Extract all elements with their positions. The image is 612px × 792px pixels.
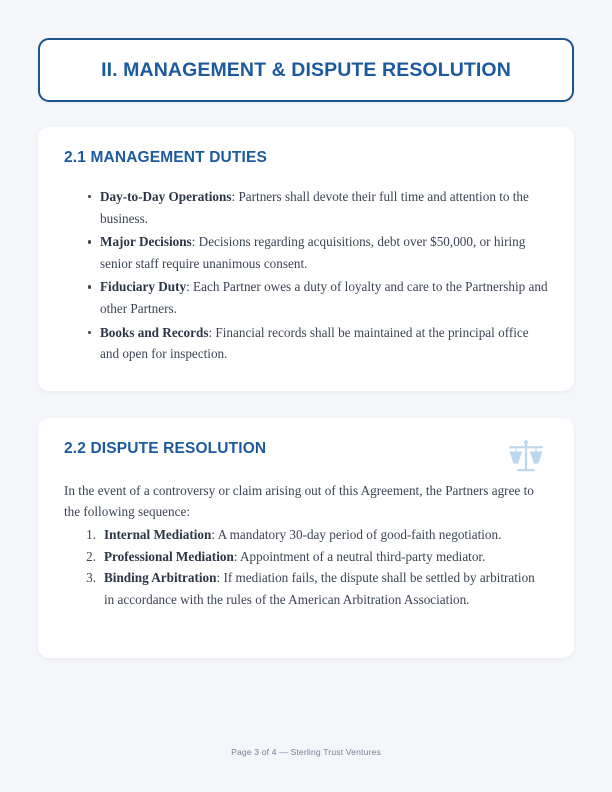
section-heading-2-1: 2.1 MANAGEMENT DUTIES — [64, 149, 267, 166]
dispute-resolution-list — [64, 524, 548, 610]
page-footer: Page 3 of 4 — Sterling Trust Ventures — [231, 747, 381, 757]
management-duties-list — [64, 186, 548, 365]
list-item — [78, 567, 548, 610]
page-title: II. MANAGEMENT & DISPUTE RESOLUTION — [101, 58, 511, 81]
list-item — [88, 231, 548, 274]
list-item — [78, 546, 548, 568]
list-item-lead-in: Day-to-Day Operations — [100, 189, 232, 204]
list-item-lead-in: Binding Arbitration — [104, 570, 217, 586]
list-item-text: : If mediation fails, the dispute shall be settled by arbitration in accordance with the rules of the American Arbitration Association. — [104, 570, 535, 607]
list-item — [88, 186, 548, 229]
section-card-management-duties — [38, 127, 574, 391]
section-card-dispute-resolution — [38, 418, 574, 658]
list-item-lead-in: Books and Records — [100, 324, 209, 340]
list-item-text: : Partners shall devote their full time and attention to the business. — [100, 189, 529, 226]
list-item-lead-in: Professional Mediation — [104, 548, 234, 564]
list-item-lead-in: Internal Mediation — [104, 526, 212, 542]
scales-of-justice-icon — [505, 438, 547, 476]
list-item-lead-in: Major Decisions — [100, 234, 192, 250]
list-item-text: : A mandatory 30-day period of good-faith negotiation. — [211, 526, 502, 542]
list-item — [88, 276, 548, 319]
list-item-text: : Financial records shall be maintained at the principal office and open for inspection. — [100, 324, 529, 362]
list-item-text: : Each Partner owes a duty of loyalty and care to the Partnership and other Partners. — [100, 279, 548, 316]
list-item — [88, 322, 548, 365]
section-heading-2-2: 2.2 DISPUTE RESOLUTION — [64, 439, 267, 457]
list-item-lead-in: Fiduciary Duty — [100, 279, 187, 295]
dispute-resolution-intro: In the event of a controversy or claim arising out of this Agreement, the Partners agree to the following sequence: — [64, 482, 534, 520]
list-item — [78, 524, 548, 546]
list-item-text: : Appointment of a neutral third-party mediator. — [233, 548, 486, 564]
section-title-banner — [38, 38, 574, 102]
list-item-text: : Decisions regarding acquisitions, debt over $50,000, or hiring senior staff require unanimous consent. — [100, 234, 526, 271]
